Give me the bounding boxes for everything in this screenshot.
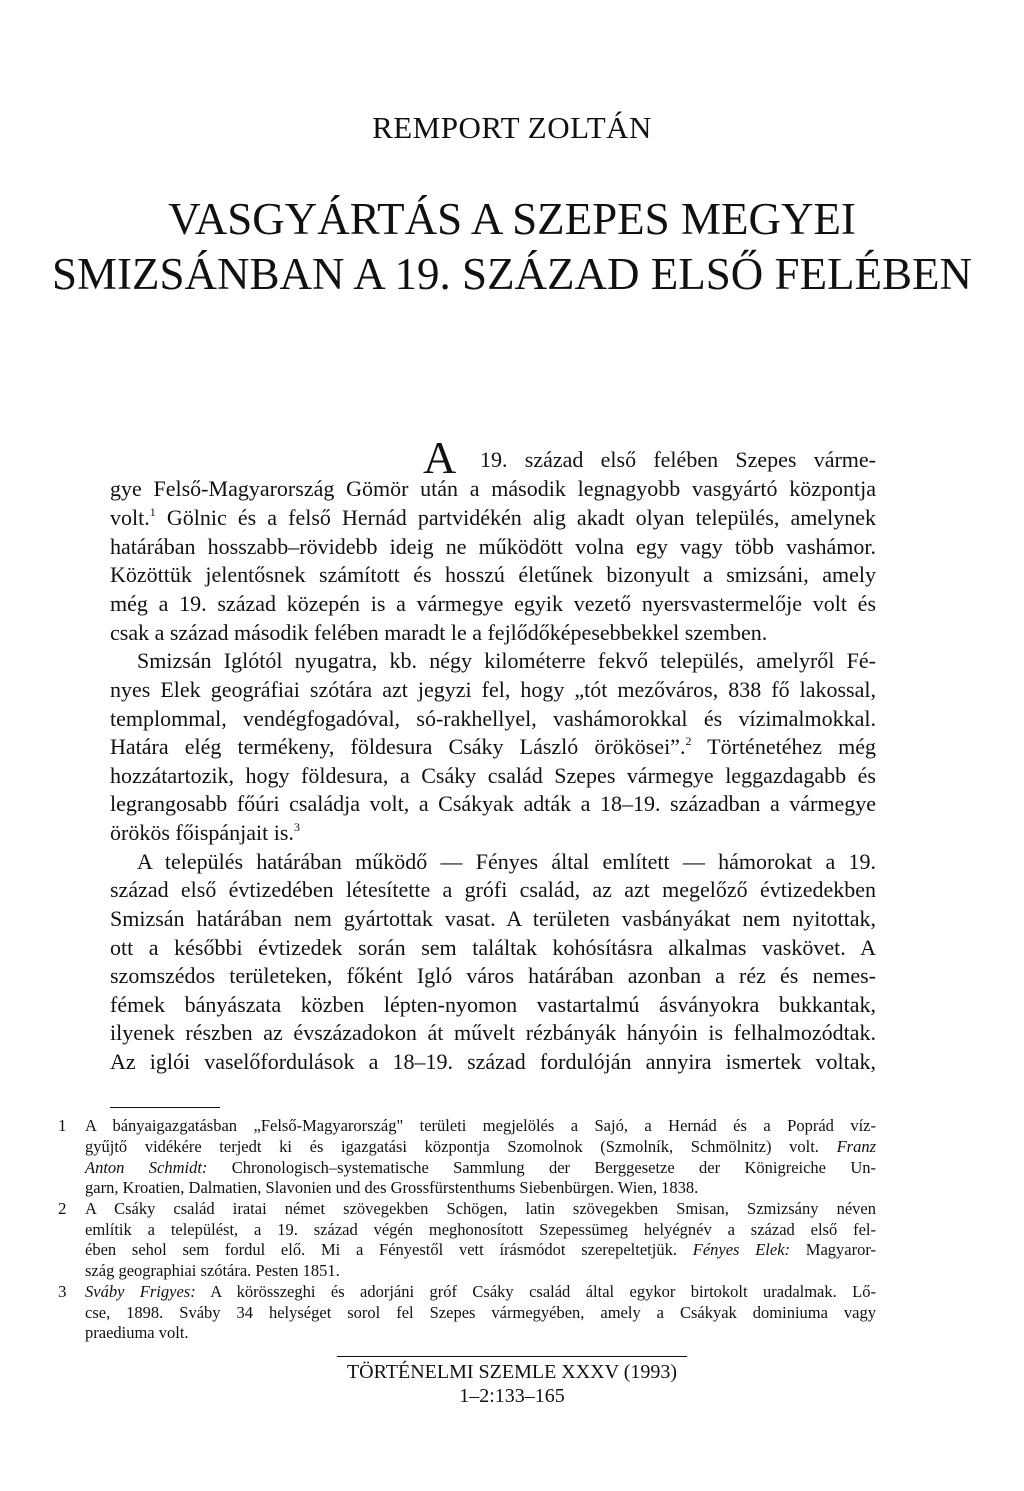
body-line: század első évtizedében létesítette a grófi család, az azt megelőző évtizedekben	[110, 877, 876, 902]
footnote-number: 3	[58, 1282, 67, 1301]
body-line: ott a későbbi évtizedek során sem találtak kohósításra alkalmas vaskövet. A	[110, 935, 876, 960]
footnote-ref-3: 3	[293, 820, 300, 834]
body-line: szomszédos területeken, főként Igló város határában azonban a réz és nemes-	[110, 963, 876, 988]
body-line: Közöttük jelentősnek számított és hosszú életűnek bizonyult a smizsáni, amely	[110, 562, 876, 587]
footnote-line: A bányaigazgatásban „Felső-Magyarország" területi megjelölés a Sajó, a Hernád és a Poprád víz-	[85, 1116, 876, 1135]
body-line: Az iglói vaselőfordulások a 18–19. század fordulóján annyira ismertek voltak,	[110, 1049, 876, 1074]
body-line: örökös főispánjait is.$^3$	[110, 820, 300, 845]
footnote-line: Anton Schmidt: Chronologisch–systematische Sammlung der Berggesetze der Königreiche Un-	[85, 1158, 876, 1177]
footnote-line: gyűjtő vidékére terjedt ki és igazgatási központja Szomolnok (Szmolník, Schmölnitz) volt. Franz	[85, 1137, 876, 1156]
footnote-ref-2: 2	[685, 734, 692, 748]
footnote-number: 2	[58, 1199, 67, 1218]
body-line: templommal, vendégfogadóval, só-rakhellyel, vashámorokkal és vízimalmokkal.	[110, 706, 876, 731]
article-title-line-1: VASGYÁRTÁS A SZEPES MEGYEI	[168, 194, 856, 244]
footnote-ref-1: 1	[149, 505, 156, 519]
body-line: hozzátartozik, hogy földesura, a Csáky család Szepes vármegye leggazdagabb és	[110, 763, 876, 788]
footnote-line: említik a települést, a 19. század végén meghonosított Szepessümeg helyégnév a század első fel-	[85, 1220, 876, 1239]
journal-citation: TÖRTÉNELMI SZEMLE XXXV (1993) 1–2:133–165	[346, 1361, 678, 1407]
body-line: gye Felső-Magyarország Gömör után a második legnagyobb vasgyártó központja	[110, 476, 876, 501]
body-line: A település határában működő — Fényes által említett — hámorokat a 19.	[137, 849, 876, 874]
footnote-number: 1	[58, 1116, 67, 1135]
body-line: Smizsán Iglótól nyugatra, kb. négy kilométerre fekvő település, amelyről Fé-	[137, 648, 876, 673]
body-line: Határa elég termékeny, földesura Csáky László örökösei”.$^2$ Történetéhez még	[110, 734, 876, 759]
article-title-line-2: SMIZSÁNBAN A 19. SZÁZAD ELSŐ FELÉBEN	[51, 249, 973, 299]
body-line: volt.$^1$ Gölnic és a felső Hernád partvidékén alig akadt olyan település, amelynek	[110, 505, 876, 530]
footnote-line: praediuma volt.	[85, 1323, 189, 1342]
footnote-line: garn, Kroatien, Dalmatien, Slavonien und des Grossfürstenthums Siebenbürgen. Wien, 1838.	[85, 1178, 699, 1197]
drop-cap: A	[423, 432, 457, 483]
body-line: csak a század második felében maradt le a fejlődőképesebbekkel szemben.	[110, 620, 768, 645]
footnote-line: cse, 1898. Sváby 34 helységet sorol fel Szepes vármegyében, amely a Csákyak dominiuma vagy	[85, 1303, 876, 1322]
body-line: 19. század első felében Szepes várme-	[480, 447, 876, 472]
footnote-line: A Csáky család iratai német szövegekben Schögen, latin szövegekben Smisan, Szmizsány néven	[85, 1199, 876, 1218]
footnote-line: szág geographiai szótára. Pesten 1851.	[85, 1261, 340, 1280]
body-line: ilyenek részben az évszázadokon át művelt rézbányák hányóin is felhalmozódtak.	[110, 1020, 876, 1045]
body-line: fémek bányászata közben lépten-nyomon vastartalmú ásványokra bukkantak,	[110, 992, 876, 1017]
footer-divider	[337, 1356, 687, 1357]
footnote-line: ében sehol sem fordul elő. Mi a Fényestől vett írásmódot szerepeltetjük. Fényes Elek: Magyaror-	[85, 1240, 877, 1259]
footnote-divider	[110, 1107, 220, 1108]
body-line: még a 19. század közepén is a vármegye egyik vezető nyersvastermelője volt és	[110, 591, 876, 616]
footnote-line: Sváby Frigyes: A körösszeghi és adorjáni gróf Csáky család által egykor birtokolt uradalmak. Lő-	[85, 1282, 876, 1301]
body-line: nyes Elek geográfiai szótára azt jegyzi fel, hogy „tót mezőváros, 838 fő lakossal,	[110, 677, 876, 702]
body-line: Smizsán határában nem gyártottak vasat. A területen vasbányákat nem nyitottak,	[110, 906, 876, 931]
body-line: határában hosszabb–rövidebb ideig ne működött volna egy vagy több vashámor.	[110, 534, 876, 559]
body-line: legrangosabb főúri családja volt, a Csákyak adták a 18–19. században a vármegye	[110, 791, 876, 816]
author-name: REMPORT ZOLTÁN	[372, 110, 652, 145]
